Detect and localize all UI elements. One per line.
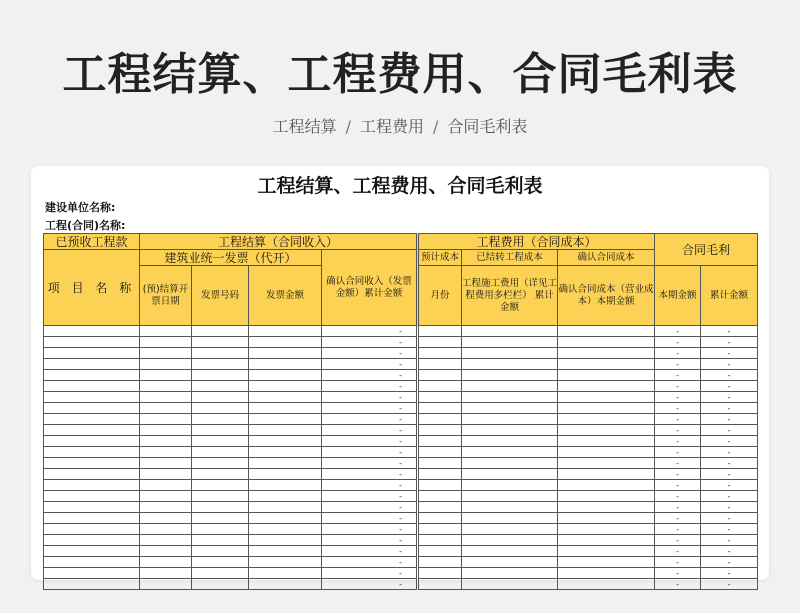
table-cell[interactable] — [44, 436, 140, 447]
header-settlement-group: 工程结算（合同收入） — [140, 234, 418, 250]
table-cell[interactable] — [192, 337, 249, 348]
header-estimated-cost: 预计成本 — [418, 250, 462, 266]
table-cell[interactable] — [249, 546, 322, 557]
table-cell[interactable] — [140, 370, 192, 381]
table-cell[interactable]: - — [655, 568, 701, 579]
sheet-title: 工程结算、工程费用、合同毛利表 — [257, 175, 543, 197]
table-cell[interactable] — [462, 370, 558, 381]
table-cell[interactable] — [558, 535, 655, 546]
table-cell[interactable] — [140, 348, 192, 359]
table-cell[interactable]: - — [322, 458, 418, 469]
table-cell[interactable] — [462, 337, 558, 348]
table-cell[interactable]: - — [322, 381, 418, 392]
table-cell[interactable] — [192, 524, 249, 535]
table-row — [44, 436, 758, 447]
table-cell[interactable] — [558, 403, 655, 414]
table-cell[interactable] — [462, 381, 558, 392]
table-cell[interactable]: - — [322, 480, 418, 491]
header-prepaid: 已预收工程款 — [44, 234, 140, 250]
table-cell[interactable] — [558, 546, 655, 557]
table-cell[interactable]: - — [701, 348, 758, 359]
table-cell[interactable] — [249, 579, 322, 590]
table-cell[interactable]: - — [655, 436, 701, 447]
table-cell[interactable] — [462, 425, 558, 436]
table-cell[interactable] — [44, 524, 140, 535]
table-cell[interactable] — [44, 425, 140, 436]
table-cell[interactable]: - — [701, 458, 758, 469]
table-row — [44, 425, 758, 436]
table-cell[interactable] — [249, 414, 322, 425]
table-cell[interactable]: - — [322, 535, 418, 546]
table-cell[interactable]: - — [655, 458, 701, 469]
table-cell[interactable] — [462, 403, 558, 414]
table-cell[interactable] — [44, 557, 140, 568]
table-cell[interactable] — [140, 502, 192, 513]
table-cell[interactable] — [44, 469, 140, 480]
table-cell[interactable]: - — [322, 502, 418, 513]
table-cell[interactable]: - — [655, 359, 701, 370]
table-cell[interactable] — [192, 359, 249, 370]
table-cell[interactable]: - — [655, 414, 701, 425]
table-cell[interactable]: - — [322, 359, 418, 370]
table-cell[interactable] — [192, 326, 249, 337]
table-cell[interactable] — [418, 568, 462, 579]
project-name-label: 工程(合同)名称: — [45, 219, 126, 232]
table-cell[interactable]: - — [322, 579, 418, 590]
table-cell[interactable] — [192, 447, 249, 458]
table-cell[interactable] — [462, 557, 558, 568]
header-confirmed-cost: 确认合同成本 — [558, 250, 655, 266]
table-row — [44, 337, 758, 348]
table-cell[interactable]: - — [655, 392, 701, 403]
table-cell[interactable] — [418, 458, 462, 469]
table-cell[interactable] — [140, 436, 192, 447]
table-cell[interactable] — [44, 392, 140, 403]
table-cell[interactable] — [44, 337, 140, 348]
header-cumulative-amount: 累计金额 — [701, 266, 758, 326]
table-cell[interactable] — [140, 524, 192, 535]
table-cell[interactable]: - — [655, 403, 701, 414]
table-row — [44, 381, 758, 392]
table-row — [44, 557, 758, 568]
table-cell[interactable] — [558, 425, 655, 436]
table-cell[interactable] — [249, 425, 322, 436]
table-cell[interactable] — [249, 359, 322, 370]
table-cell[interactable]: - — [322, 370, 418, 381]
table-cell[interactable]: - — [655, 546, 701, 557]
table-cell[interactable]: - — [701, 447, 758, 458]
table-cell[interactable] — [192, 491, 249, 502]
table-cell[interactable]: - — [322, 348, 418, 359]
table-cell[interactable] — [418, 480, 462, 491]
table-cell[interactable] — [192, 425, 249, 436]
table-cell[interactable]: - — [655, 502, 701, 513]
breadcrumb-separator: / — [345, 117, 351, 136]
table-cell[interactable] — [44, 359, 140, 370]
table-row — [44, 513, 758, 524]
table-cell[interactable]: - — [655, 469, 701, 480]
table-cell[interactable]: - — [701, 546, 758, 557]
table-cell[interactable]: - — [655, 524, 701, 535]
table-cell[interactable] — [418, 392, 462, 403]
table-cell[interactable]: - — [655, 425, 701, 436]
table-cell[interactable]: - — [701, 370, 758, 381]
table-cell[interactable]: - — [655, 579, 701, 590]
table-cell[interactable] — [558, 337, 655, 348]
table-cell[interactable] — [44, 348, 140, 359]
table-cell[interactable] — [462, 458, 558, 469]
table-cell[interactable] — [418, 425, 462, 436]
table-cell[interactable] — [462, 436, 558, 447]
table-cell[interactable]: - — [701, 480, 758, 491]
table-cell[interactable] — [418, 579, 462, 590]
table-cell[interactable]: - — [322, 469, 418, 480]
table-cell[interactable] — [418, 370, 462, 381]
table-cell[interactable] — [558, 392, 655, 403]
table-cell[interactable]: - — [701, 579, 758, 590]
table-cell[interactable] — [44, 403, 140, 414]
table-cell[interactable] — [44, 414, 140, 425]
table-cell[interactable]: - — [322, 546, 418, 557]
table-cell[interactable] — [140, 458, 192, 469]
table-cell[interactable]: - — [701, 392, 758, 403]
table-cell[interactable] — [249, 370, 322, 381]
table-cell[interactable] — [558, 480, 655, 491]
table-cell[interactable]: - — [701, 568, 758, 579]
table-cell[interactable]: - — [701, 469, 758, 480]
table-cell[interactable] — [558, 436, 655, 447]
table-cell[interactable]: - — [701, 557, 758, 568]
table-cell[interactable] — [418, 436, 462, 447]
table-cell[interactable]: - — [655, 337, 701, 348]
table-cell[interactable] — [418, 546, 462, 557]
table-row — [44, 458, 758, 469]
table-body — [44, 326, 758, 590]
table-cell[interactable]: - — [322, 568, 418, 579]
table-cell[interactable] — [558, 557, 655, 568]
table-cell[interactable] — [140, 326, 192, 337]
table-cell[interactable]: - — [655, 557, 701, 568]
table-cell[interactable] — [418, 469, 462, 480]
table-cell[interactable] — [249, 502, 322, 513]
table-cell[interactable] — [192, 546, 249, 557]
table-cell[interactable] — [140, 579, 192, 590]
table-cell[interactable] — [249, 381, 322, 392]
table-cell[interactable]: - — [322, 491, 418, 502]
table-cell[interactable]: - — [322, 326, 418, 337]
table-cell[interactable]: - — [701, 403, 758, 414]
table-cell[interactable] — [140, 491, 192, 502]
table-cell[interactable] — [249, 348, 322, 359]
table-cell[interactable] — [140, 535, 192, 546]
table-cell[interactable] — [140, 557, 192, 568]
table-cell[interactable] — [192, 403, 249, 414]
table-cell[interactable]: - — [322, 392, 418, 403]
table-cell[interactable]: - — [655, 381, 701, 392]
table-cell[interactable]: - — [322, 524, 418, 535]
table-cell[interactable] — [192, 535, 249, 546]
table-cell[interactable] — [418, 414, 462, 425]
table-cell[interactable] — [44, 480, 140, 491]
page-title: 工程结算、工程费用、合同毛利表 — [62, 49, 738, 100]
table-cell[interactable] — [418, 535, 462, 546]
table-cell[interactable] — [558, 502, 655, 513]
table-cell[interactable] — [192, 348, 249, 359]
table-row — [44, 579, 758, 590]
table-cell[interactable] — [249, 480, 322, 491]
table-cell[interactable] — [140, 568, 192, 579]
table-cell[interactable] — [418, 337, 462, 348]
table-cell[interactable] — [249, 469, 322, 480]
table-cell[interactable] — [140, 392, 192, 403]
header-month: 月份 — [418, 266, 462, 326]
table-cell[interactable] — [558, 458, 655, 469]
table-cell[interactable] — [192, 502, 249, 513]
table-cell[interactable]: - — [655, 326, 701, 337]
table-row — [44, 480, 758, 491]
table-cell[interactable] — [44, 458, 140, 469]
table-row — [44, 392, 758, 403]
table-cell[interactable] — [249, 337, 322, 348]
table-cell[interactable] — [44, 535, 140, 546]
table-cell[interactable] — [140, 381, 192, 392]
table-cell[interactable]: - — [322, 557, 418, 568]
table-cell[interactable]: - — [322, 436, 418, 447]
table-cell[interactable] — [418, 447, 462, 458]
table-row — [44, 535, 758, 546]
table-cell[interactable] — [558, 568, 655, 579]
table-cell[interactable] — [558, 524, 655, 535]
gross-profit-table — [43, 233, 758, 590]
table-cell[interactable] — [249, 568, 322, 579]
header-cost-group: 工程费用（合同成本） — [418, 234, 655, 250]
table-row — [44, 568, 758, 579]
table-cell[interactable] — [44, 513, 140, 524]
table-cell[interactable] — [192, 480, 249, 491]
table-cell[interactable]: - — [655, 480, 701, 491]
table-cell[interactable]: - — [701, 513, 758, 524]
table-cell[interactable] — [44, 491, 140, 502]
table-row — [44, 403, 758, 414]
table-row — [44, 546, 758, 557]
table-cell[interactable] — [192, 579, 249, 590]
table-cell[interactable] — [418, 557, 462, 568]
table-cell[interactable] — [462, 359, 558, 370]
table-row — [44, 359, 758, 370]
header-gross-profit-group: 合同毛利 — [655, 234, 758, 266]
table-cell[interactable] — [140, 359, 192, 370]
header-transferred-cost: 已结转工程成本 — [462, 250, 558, 266]
table-cell[interactable] — [462, 447, 558, 458]
table-cell[interactable] — [418, 513, 462, 524]
table-cell[interactable] — [418, 502, 462, 513]
table-cell[interactable] — [140, 546, 192, 557]
table-cell[interactable] — [462, 491, 558, 502]
table-cell[interactable] — [44, 326, 140, 337]
header-invoice-no: 发票号码 — [192, 266, 249, 326]
table-cell[interactable] — [558, 359, 655, 370]
table-row — [44, 524, 758, 535]
table-cell[interactable] — [462, 480, 558, 491]
breadcrumb — [0, 114, 800, 137]
table-cell[interactable] — [192, 458, 249, 469]
table-cell[interactable] — [140, 414, 192, 425]
table-cell[interactable] — [558, 370, 655, 381]
table-cell[interactable] — [558, 381, 655, 392]
table-cell[interactable] — [192, 381, 249, 392]
table-cell[interactable]: - — [322, 403, 418, 414]
table-cell[interactable]: - — [701, 524, 758, 535]
table-cell[interactable] — [558, 348, 655, 359]
table-cell[interactable] — [44, 568, 140, 579]
table-cell[interactable]: - — [701, 326, 758, 337]
breadcrumb-item-cost[interactable]: 工程费用 — [359, 117, 424, 136]
table-cell[interactable] — [249, 535, 322, 546]
table-cell[interactable] — [140, 513, 192, 524]
table-cell[interactable] — [462, 568, 558, 579]
table-cell[interactable] — [44, 447, 140, 458]
table-cell[interactable] — [462, 546, 558, 557]
table-cell[interactable] — [418, 348, 462, 359]
table-cell[interactable]: - — [322, 337, 418, 348]
table-row — [44, 414, 758, 425]
table-cell[interactable] — [558, 326, 655, 337]
table-cell[interactable] — [462, 524, 558, 535]
table-cell[interactable]: - — [701, 381, 758, 392]
table-cell[interactable]: - — [701, 436, 758, 447]
table-row — [44, 469, 758, 480]
table-cell[interactable] — [44, 381, 140, 392]
header-current-amount: 本期金额 — [655, 266, 701, 326]
table-cell[interactable] — [558, 414, 655, 425]
table-cell[interactable] — [462, 513, 558, 524]
table-cell[interactable]: - — [655, 447, 701, 458]
table-cell[interactable] — [249, 436, 322, 447]
table-cell[interactable] — [418, 403, 462, 414]
breadcrumb-item-gross-profit[interactable]: 合同毛利表 — [447, 117, 528, 136]
table-row — [44, 326, 758, 337]
table-cell[interactable] — [462, 326, 558, 337]
header-confirmed-income: 确认合同收入（发票金额）累计金额 — [322, 250, 418, 326]
table-cell[interactable] — [192, 568, 249, 579]
table-cell[interactable]: - — [322, 414, 418, 425]
table-cell[interactable] — [462, 469, 558, 480]
table-cell[interactable] — [192, 414, 249, 425]
header-pre-settle-date: (预)结算开票日期 — [140, 266, 192, 326]
table-cell[interactable] — [418, 326, 462, 337]
table-cell[interactable] — [140, 425, 192, 436]
table-cell[interactable]: - — [701, 491, 758, 502]
table-cell[interactable]: - — [655, 513, 701, 524]
table-cell[interactable] — [249, 447, 322, 458]
table-cell[interactable] — [418, 491, 462, 502]
table-cell[interactable]: - — [322, 447, 418, 458]
table-row — [44, 370, 758, 381]
table-cell[interactable]: - — [701, 359, 758, 370]
header-confirmed-cost-amount: 确认合同成本（营业成本）本期金额 — [558, 266, 655, 326]
spreadsheet-preview-card — [31, 166, 769, 589]
table-cell[interactable] — [192, 392, 249, 403]
table-cell[interactable] — [558, 513, 655, 524]
table-cell[interactable] — [44, 502, 140, 513]
table-cell[interactable]: - — [701, 337, 758, 348]
table-cell[interactable] — [249, 458, 322, 469]
table-cell[interactable] — [44, 546, 140, 557]
table-cell[interactable] — [462, 535, 558, 546]
table-cell[interactable]: - — [322, 425, 418, 436]
table-cell[interactable] — [558, 579, 655, 590]
table-cell[interactable] — [462, 348, 558, 359]
unit-name-label: 建设单位名称: — [45, 201, 116, 214]
table-cell[interactable]: - — [701, 414, 758, 425]
table-cell[interactable] — [192, 557, 249, 568]
table-cell[interactable] — [558, 491, 655, 502]
table-cell[interactable]: - — [701, 535, 758, 546]
table-cell[interactable]: - — [655, 348, 701, 359]
table-cell[interactable]: - — [655, 535, 701, 546]
header-invoice-amount: 发票金额 — [249, 266, 322, 326]
table-cell[interactable] — [462, 579, 558, 590]
table-cell[interactable] — [558, 469, 655, 480]
table-cell[interactable] — [249, 524, 322, 535]
header-invoice-group: 建筑业统一发票（代开） — [140, 250, 322, 266]
table-cell[interactable] — [140, 403, 192, 414]
table-cell[interactable] — [192, 370, 249, 381]
header-item-name: 项 目 名 称 — [44, 250, 140, 326]
table-cell[interactable] — [249, 513, 322, 524]
table-cell[interactable] — [44, 579, 140, 590]
table-cell[interactable] — [462, 502, 558, 513]
table-row — [44, 447, 758, 458]
table-cell[interactable] — [192, 469, 249, 480]
table-cell[interactable] — [140, 447, 192, 458]
table-cell[interactable] — [249, 491, 322, 502]
table-cell[interactable] — [249, 326, 322, 337]
table-cell[interactable] — [249, 557, 322, 568]
table-cell[interactable] — [462, 414, 558, 425]
table-cell[interactable] — [249, 403, 322, 414]
table-row — [44, 348, 758, 359]
table-cell[interactable] — [418, 524, 462, 535]
table-cell[interactable] — [418, 359, 462, 370]
table-cell[interactable] — [249, 392, 322, 403]
header-construction-fee: 工程施工费用（详见工程费用多栏栏） 累计金额 — [462, 266, 558, 326]
table-cell[interactable]: - — [322, 513, 418, 524]
table-cell[interactable] — [418, 381, 462, 392]
table-cell[interactable]: - — [655, 370, 701, 381]
table-cell[interactable] — [558, 447, 655, 458]
table-cell[interactable] — [140, 480, 192, 491]
table-cell[interactable]: - — [655, 491, 701, 502]
breadcrumb-separator: / — [433, 117, 439, 136]
table-cell[interactable] — [140, 337, 192, 348]
table-cell[interactable]: - — [701, 425, 758, 436]
breadcrumb-item-settlement[interactable]: 工程结算 — [272, 117, 337, 136]
table-row — [44, 502, 758, 513]
table-cell[interactable] — [462, 392, 558, 403]
table-cell[interactable] — [140, 469, 192, 480]
table-cell[interactable] — [44, 370, 140, 381]
table-cell[interactable] — [192, 436, 249, 447]
table-cell[interactable]: - — [701, 502, 758, 513]
table-cell[interactable] — [192, 513, 249, 524]
table-row — [44, 491, 758, 502]
